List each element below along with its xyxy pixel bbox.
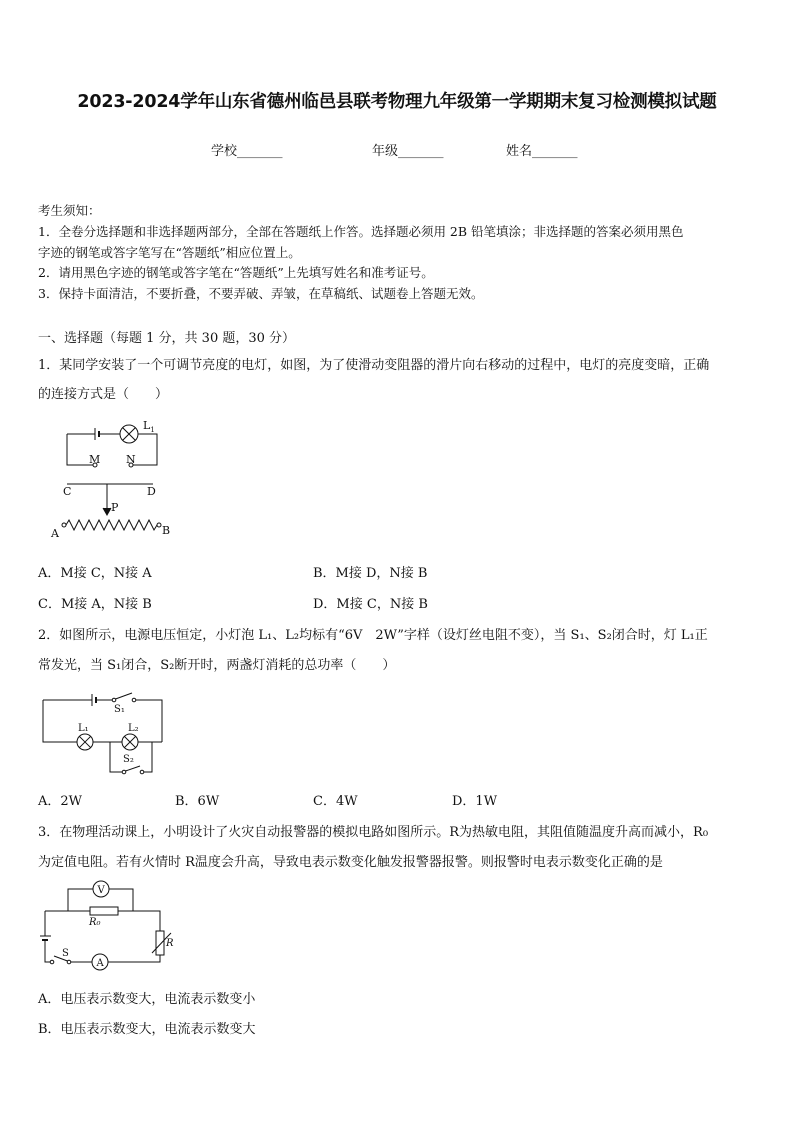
q1-option-d[interactable]: D．M接 C，N接 B: [313, 597, 428, 612]
notice-heading: 考生须知：: [38, 203, 101, 218]
q1-text-line2: 的连接方式是（ ）: [38, 387, 169, 402]
label-p: P: [111, 501, 119, 514]
q2-option-a[interactable]: A．2W: [38, 794, 83, 809]
q3-circuit-diagram: [40, 878, 180, 978]
label-s: S: [62, 948, 69, 959]
section-heading: 一、选择题（每题 1 分，共 30 题，30 分）: [38, 331, 296, 346]
label-r: R: [166, 938, 174, 949]
label-n: N: [126, 453, 136, 466]
q1-option-c[interactable]: C．M接 A，N接 B: [38, 597, 152, 612]
label-b: B: [162, 524, 171, 537]
q2-text-line2: 常发光，当 S₁闭合，S₂断开时，两盏灯消耗的总功率（ ）: [38, 658, 396, 673]
notice-line-3: 2．请用黑色字迹的钢笔或答字笔在“答题纸”上先填写姓名和准考证号。: [38, 265, 434, 280]
label-s2: S₂: [123, 754, 134, 765]
thermistor-r: [156, 931, 164, 955]
notice-line-4: 3．保持卡面清洁，不要折叠，不要弄破、弄皱，在草稿纸、试题卷上答题无效。: [38, 286, 484, 301]
switch-s2-blade: [126, 766, 141, 771]
name-field[interactable]: 姓名_______: [506, 144, 578, 159]
label-s1: S₁: [114, 704, 125, 715]
label-c: C: [63, 485, 72, 498]
label-l1: L₁: [78, 723, 89, 734]
q1-circuit-diagram: [40, 415, 190, 545]
label-d: D: [147, 485, 156, 498]
q3-option-b[interactable]: B．电压表示数变大，电流表示数变大: [38, 1022, 256, 1037]
resistor-r0: [90, 907, 118, 915]
lamp-label: L: [143, 419, 151, 432]
q1-option-b[interactable]: B．M接 D，N接 B: [313, 566, 428, 581]
notice-line-2: 字迹的钢笔或答字笔写在“答题纸”相应位置上。: [38, 245, 301, 260]
school-field[interactable]: 学校_______: [211, 144, 283, 159]
label-m: M: [89, 453, 101, 466]
grade-field[interactable]: 年级_______: [372, 144, 444, 159]
q3-text-line1: 3．在物理活动课上，小明设计了火灾自动报警器的模拟电路如图所示。R为热敏电阻，其阻值随温度升高而减小，R₀: [38, 825, 709, 840]
q2-option-d[interactable]: D．1W: [452, 794, 498, 809]
label-l2: L₂: [128, 723, 139, 734]
q2-text-line1: 2．如图所示，电源电压恒定，小灯泡 L₁、L₂均标有“6V 2W”字样（设灯丝电阻不变），当 S₁、S₂闭合时，灯 L₁正: [38, 628, 708, 643]
q3-option-a[interactable]: A．电压表示数变大，电流表示数变小: [38, 992, 256, 1007]
svg-text:L1: [143, 419, 155, 434]
q3-text-line2: 为定值电阻。若有火情时 R温度会升高，导致电表示数变化触发报警器报警。则报警时电表示数变化正确的是: [38, 855, 663, 870]
label-a: A: [96, 958, 104, 969]
label-r0: R₀: [89, 917, 101, 928]
q1-option-a[interactable]: A．M接 C，N接 A: [38, 566, 152, 581]
q2-option-c[interactable]: C．4W: [313, 794, 358, 809]
lamp-label-sub: 1: [150, 426, 155, 434]
page-title: 2023-2024学年山东省德州临邑县联考物理九年级第一学期期末复习检测模拟试题: [77, 92, 717, 112]
q1-text-line1: 1．某同学安装了一个可调节亮度的电灯，如图，为了使滑动变阻器的滑片向右移动的过程中，电灯的亮度变暗，正确: [38, 358, 710, 373]
q2-option-b[interactable]: B．6W: [175, 794, 220, 809]
label-v: V: [97, 885, 105, 896]
q2-circuit-diagram: [40, 688, 175, 778]
switch-s1-blade: [116, 693, 133, 699]
label-a: A: [51, 527, 59, 540]
notice-line-1: 1．全卷分选择题和非选择题两部分，全部在答题纸上作答。选择题必须用 2B 铅笔填涂；非选择题的答案必须用黑色: [38, 224, 684, 239]
